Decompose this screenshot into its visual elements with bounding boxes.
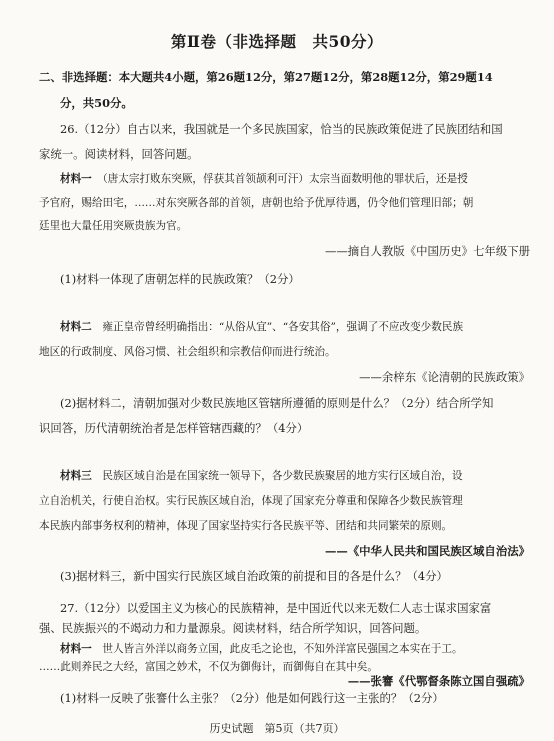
intro-line-1: 二、非选择题：本大题共4小题，第26题12分，第27题12分，第28题12分，第29题14 — [39, 70, 493, 84]
q26-material-1-line-2: 予官府，赐给田宅，……对东突厥各部的首领，唐朝也给予优厚待遇，仍令他们管理旧部；朝 — [39, 197, 474, 209]
q27-stem-2: 强、民族振兴的不竭动力和力量源泉。阅读材料，结合所学知识，回答问题。 — [39, 621, 427, 635]
page-footer: 历史试题 第5页（共7页） — [209, 722, 345, 735]
q26-material-3-line-3: 本民族内部事务权利的精神，体现了国家坚持实行各民族平等、团结和共同繁荣的原则。 — [39, 520, 453, 532]
q26-stem-2: 家统一。阅读材料，回答问题。 — [39, 147, 199, 161]
intro-line-2: 分，共50分。 — [60, 96, 133, 110]
q26-material-1-line-1: 材料一 （唐太宗打败东突厥，俘获其首领颉利可汗）太宗当面数明他的罪状后，还是授 — [60, 173, 468, 185]
q26-subquestion-3: (3)据材料三，新中国实行民族区域自治政策的前提和目的各是什么？（4分） — [60, 569, 448, 583]
section-title: 第Ⅱ卷（非选择题 共50分） — [170, 32, 384, 51]
q26-material-1-source: ——摘自人教版《中国历史》七年级下册 — [324, 244, 530, 258]
q27-subquestion-1: (1)材料一反映了张謇什么主张？（2分）他是如何践行这一主张的？（2分） — [60, 691, 444, 705]
q26-material-1-line-3: 廷里也大量任用突厥贵族为官。 — [39, 220, 188, 232]
q26-material-2-line-2: 地区的行政制度、风俗习惯、社会组织和宗教信仰而进行统治。 — [39, 346, 336, 358]
q26-material-2-line-1: 材料二 雍正皇帝曾经明确指出：“从俗从宜”、“各安其俗”，强调了不应改变少数民族 — [60, 321, 464, 333]
q27-material-1-line-2: ……此则养民之大经，富国之妙术，不仅为御侮计，而御侮自在其中矣。 — [39, 661, 378, 673]
q26-subquestion-2-line-1: (2)据材料二，清朝加强对少数民族地区管辖所遵循的原则是什么？（2分）结合所学知 — [60, 396, 494, 410]
q26-material-3-line-1: 材料三 民族区域自治是在国家统一领导下，各少数民族聚居的地方实行区域自治，设 — [60, 470, 463, 482]
q26-material-3-source: ——《中华人民共和国民族区域自治法》 — [324, 544, 530, 558]
q26-subquestion-1: (1)材料一体现了唐朝怎样的民族政策？（2分） — [60, 272, 300, 286]
q26-subquestion-2-line-2: 识回答，历代清朝统治者是怎样管辖西藏的？（4分） — [39, 421, 309, 435]
q27-material-1-line-1: 材料一 世人皆言外洋以商务立国，此皮毛之论也，不知外洋富民强国之本实在于工。 — [60, 643, 463, 655]
q26-stem-1: 26.（12分）自古以来，我国就是一个多民族国家，恰当的民族政策促进了民族团结和国 — [60, 122, 503, 136]
q26-material-2-source: ——余梓东《论清朝的民族政策》 — [359, 370, 530, 384]
q27-stem-1: 27.（12分）以爱国主义为核心的民族精神，是中国近代以来无数仁人志士谋求国家富 — [60, 601, 492, 615]
q27-material-1-source: ——张謇《代鄂督条陈立国自强疏》 — [347, 674, 530, 688]
q26-material-3-line-2: 立自治机关，行使自治权。实行民族区域自治，体现了国家充分尊重和保障各少数民族管理 — [39, 495, 463, 507]
